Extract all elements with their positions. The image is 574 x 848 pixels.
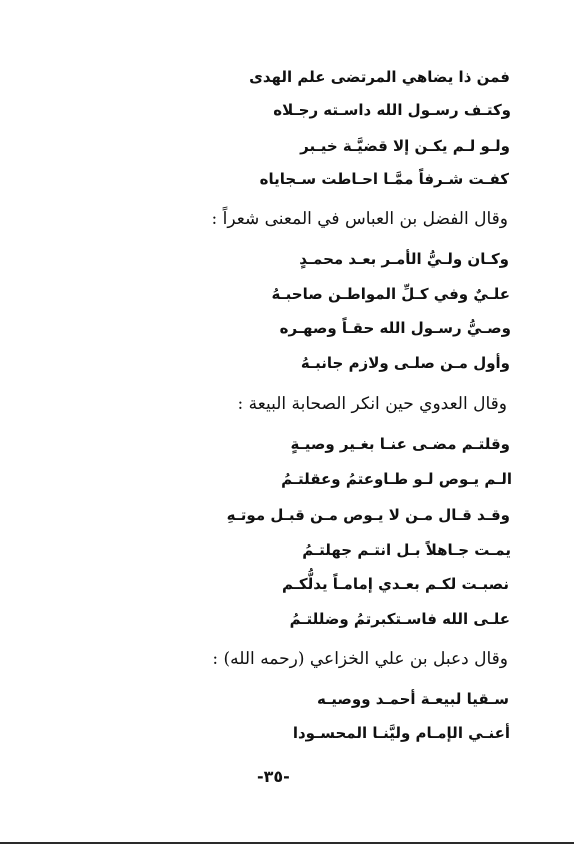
verse-line-13: نصبـت لكـم بعـدي إمامـاً يدلُّكـم bbox=[282, 575, 509, 593]
page-number: -٣٥- bbox=[257, 767, 290, 786]
bottom-divider bbox=[0, 842, 574, 844]
verse-line-10: الـم يـوص لـو طـاوعتمُ وعقلتـمُ bbox=[281, 470, 512, 488]
verse-line-4: كفـت شـرفاً ممَّـا احـاطت سـجاياه bbox=[259, 170, 509, 188]
verse-line-8: وأول مـن صلـى ولازم جانبـهُ bbox=[300, 354, 510, 372]
verse-line-14: علـى الله فاسـتكبرتمُ وضللتـمُ bbox=[289, 610, 510, 628]
verse-line-16: أعنـي الإمـام وليَّنـا المحسـودا bbox=[292, 724, 510, 742]
verse-line-2: وكتـف رسـول الله داسـته رجـلاه bbox=[273, 101, 511, 119]
verse-line-5: وكـان ولـيُّ الأمـر بعـد محمـدٍ bbox=[299, 250, 509, 268]
verse-line-7: وصـيُّ رسـول الله حقـاً وصهـره bbox=[279, 319, 511, 337]
verse-line-6: علـيٌ وفي كـلِّ المواطـن صاحبـهُ bbox=[271, 285, 510, 303]
verse-line-15: سـقيا لبيعـة أحمـد ووصيـه bbox=[317, 690, 509, 708]
intro-line-adawi: وقال العدوي حين انكر الصحابة البيعة : bbox=[237, 394, 507, 414]
verse-line-12: يمـت جـاهلاً بـل انتـم جهلتـمُ bbox=[302, 541, 511, 559]
verse-line-11: وقـد قـال مـن لا يـوص مـن قبـل موتـهِ bbox=[226, 506, 510, 524]
verse-line-9: وقلتـم مضـى عنـا بغـير وصيـةٍ bbox=[290, 435, 510, 453]
verse-line-1: فمن ذا يضاهي المرتضى علم الهدى bbox=[249, 68, 510, 86]
verse-line-3: ولـو لـم يكـن إلا قضيَّـة خيـبر bbox=[300, 137, 510, 155]
intro-line-fadl: وقال الفضل بن العباس في المعنى شعراً : bbox=[211, 209, 508, 229]
intro-line-dibil: وقال دعبل بن علي الخزاعي (رحمه الله) : bbox=[212, 649, 508, 669]
